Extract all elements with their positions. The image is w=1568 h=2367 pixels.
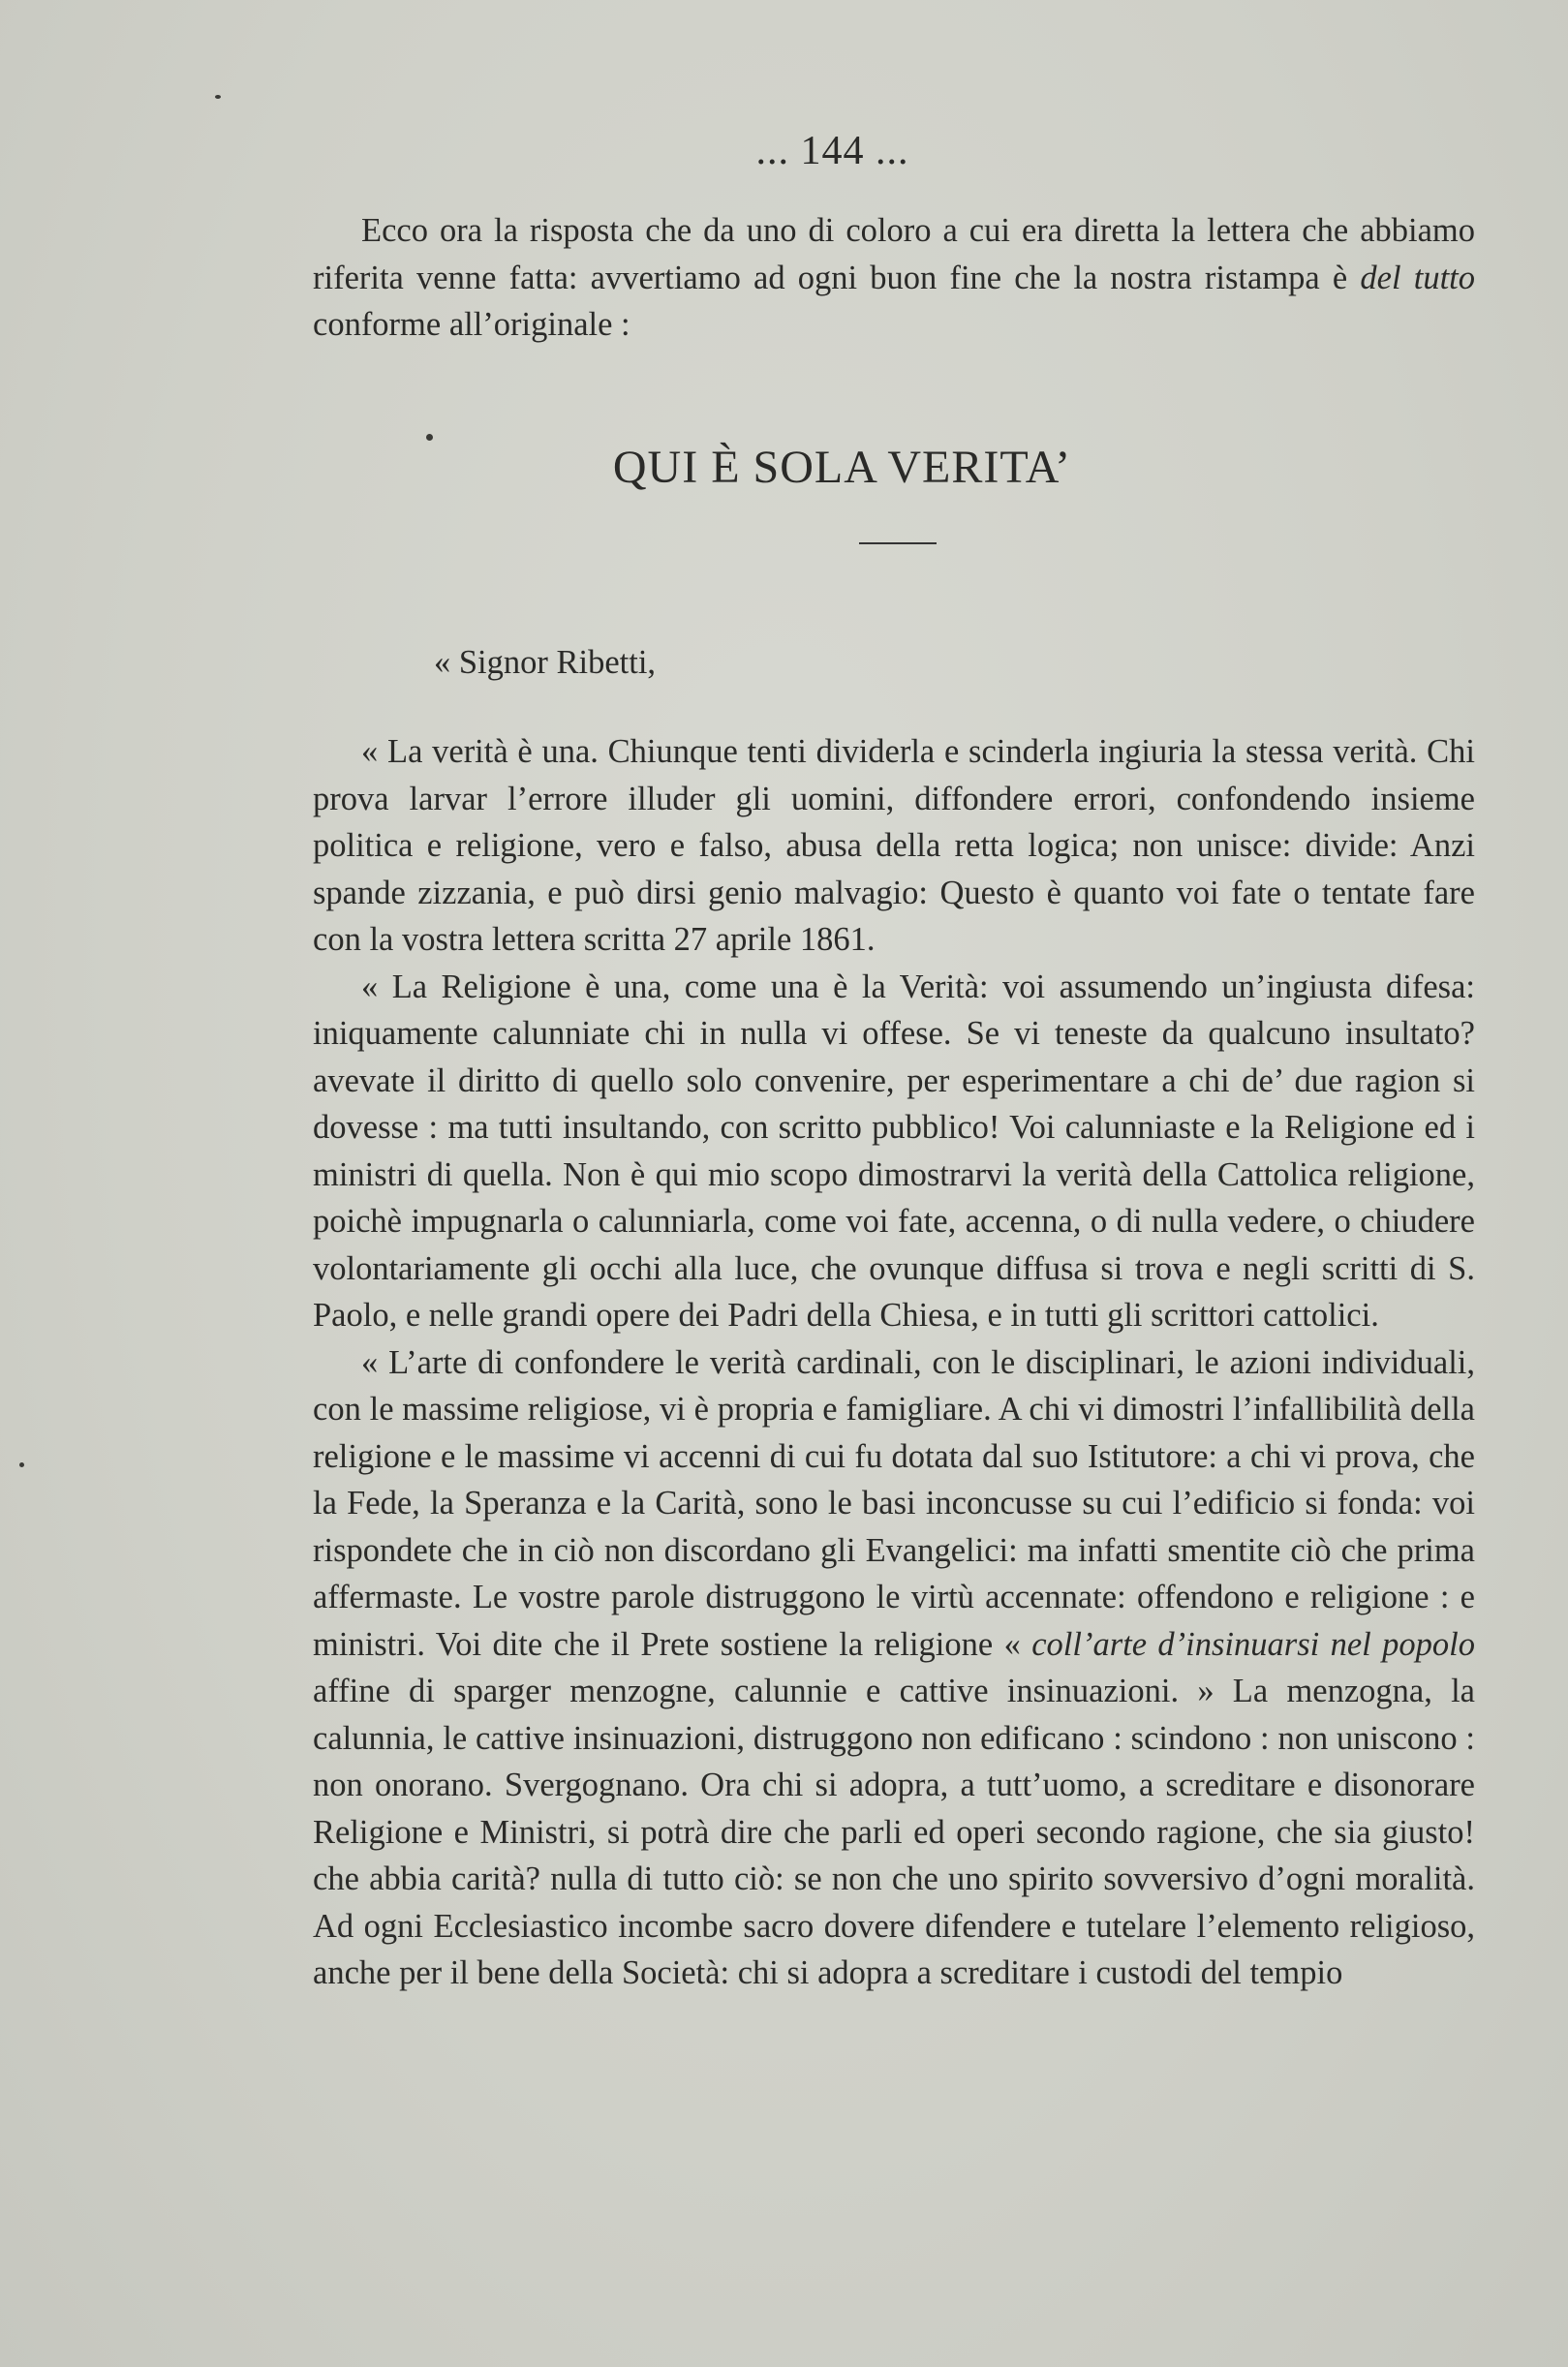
salutation: « Signor Ribetti, bbox=[434, 644, 657, 681]
letter-body bbox=[313, 728, 1475, 1997]
paper-speck bbox=[19, 1462, 24, 1467]
paragraph-text: « L’arte di confondere le verità cardinali, con le disciplinari, le azioni individuali, con le massime religiose, vi è propria e famigliare. A chi vi dimostri l’infallibilità della religione e le massime vi accenni di cui fu dotata dal suo Istitutore: a chi vi prova, che la Fede, la Speranza e la Carità, sono le basi inconcusse su cui l’edificio si fonda: voi rispondete che in ciò non discordano gli Evangelici: ma infatti smentite ciò che prima affermaste. Le vostre parole distruggono le virtù accennate: offendono e religione : e ministri. Voi dite che il Prete sostiene la religione « bbox=[313, 1343, 1475, 1663]
paper-speck bbox=[426, 434, 433, 441]
intro-emphasis: del tutto bbox=[1360, 259, 1475, 296]
letter-title: QUI È SOLA VERITA’ bbox=[612, 442, 1072, 493]
paragraph-emphasis: coll’arte d’insinuarsi nel popolo bbox=[1031, 1625, 1475, 1663]
paragraph-2 bbox=[313, 964, 1475, 1339]
title-rule bbox=[859, 542, 937, 544]
intro-paragraph bbox=[313, 207, 1475, 349]
paper-speck bbox=[215, 95, 221, 99]
paragraph-text-end: affine di sparger menzogne, calunnie e cattive insinuazioni. » La menzogna, la calunnia, le cattive insinuazioni, distruggono non edificano : scindono : non uniscono : non onorano. Svergognano. Ora chi si adopra, a tutt’uomo, a screditare e disonorare Religione e Ministri, si potrà dire che parli ed operi secondo ragione, che sia giusto! che abbia carità? nulla di tutto ciò: se non che uno spirito sovversivo d’ogni moralità. Ad ogni Ecclesiastico incombe sacro dovere difendere e tutelare l’elemento religioso, anche per il bene della Società: chi si adopra a screditare i custodi del tempio bbox=[313, 1673, 1475, 1991]
page-number: ... 144 ... bbox=[755, 129, 909, 173]
paragraph-text: « La verità è una. Chiunque tenti dividerla e scinderla ingiuria la stessa verità. Chi prova larvar l’errore illuder gli uomini, diffondere errori, confondendo insieme politica e religione, vero e falso, abusa della retta logica; non unisce: divide: Anzi spande zizzania, e può dirsi genio malvagio: Questo è quanto voi fate o tentate fare con la vostra lettera scritta 27 aprile 1861. bbox=[313, 733, 1475, 958]
intro-text: Ecco ora la risposta che da uno di coloro a cui era diretta la lettera che abbiamo riferita venne fatta: avvertiamo ad ogni buon fine che la nostra ristampa è bbox=[313, 212, 1475, 296]
paragraph-3 bbox=[313, 1339, 1475, 1997]
intro-text-end: conforme all’originale : bbox=[313, 306, 630, 343]
paragraph-1 bbox=[313, 728, 1475, 964]
paragraph-text: « La Religione è una, come una è la Verità: voi assumendo un’ingiusta difesa: iniquamente calunniate chi in nulla vi offese. Se vi teneste da qualcuno insultato? avevate il diritto di quello solo convenire, per esperimentare a chi de’ due ragion si dovesse : ma tutti insultando, con scritto pubblico! Voi calunniaste e la Religione ed i ministri di quella. Non è qui mio scopo dimostrarvi la verità della Cattolica religione, poichè impugnarla o calunniarla, come voi fate, accenna, o di nulla vedere, o chiudere volontariamente gli occhi alla luce, che ovunque diffusa si trova e negli scritti di S. Paolo, e nelle grandi opere dei Padri della Chiesa, e in tutti gli scrittori cattolici. bbox=[313, 968, 1475, 1334]
